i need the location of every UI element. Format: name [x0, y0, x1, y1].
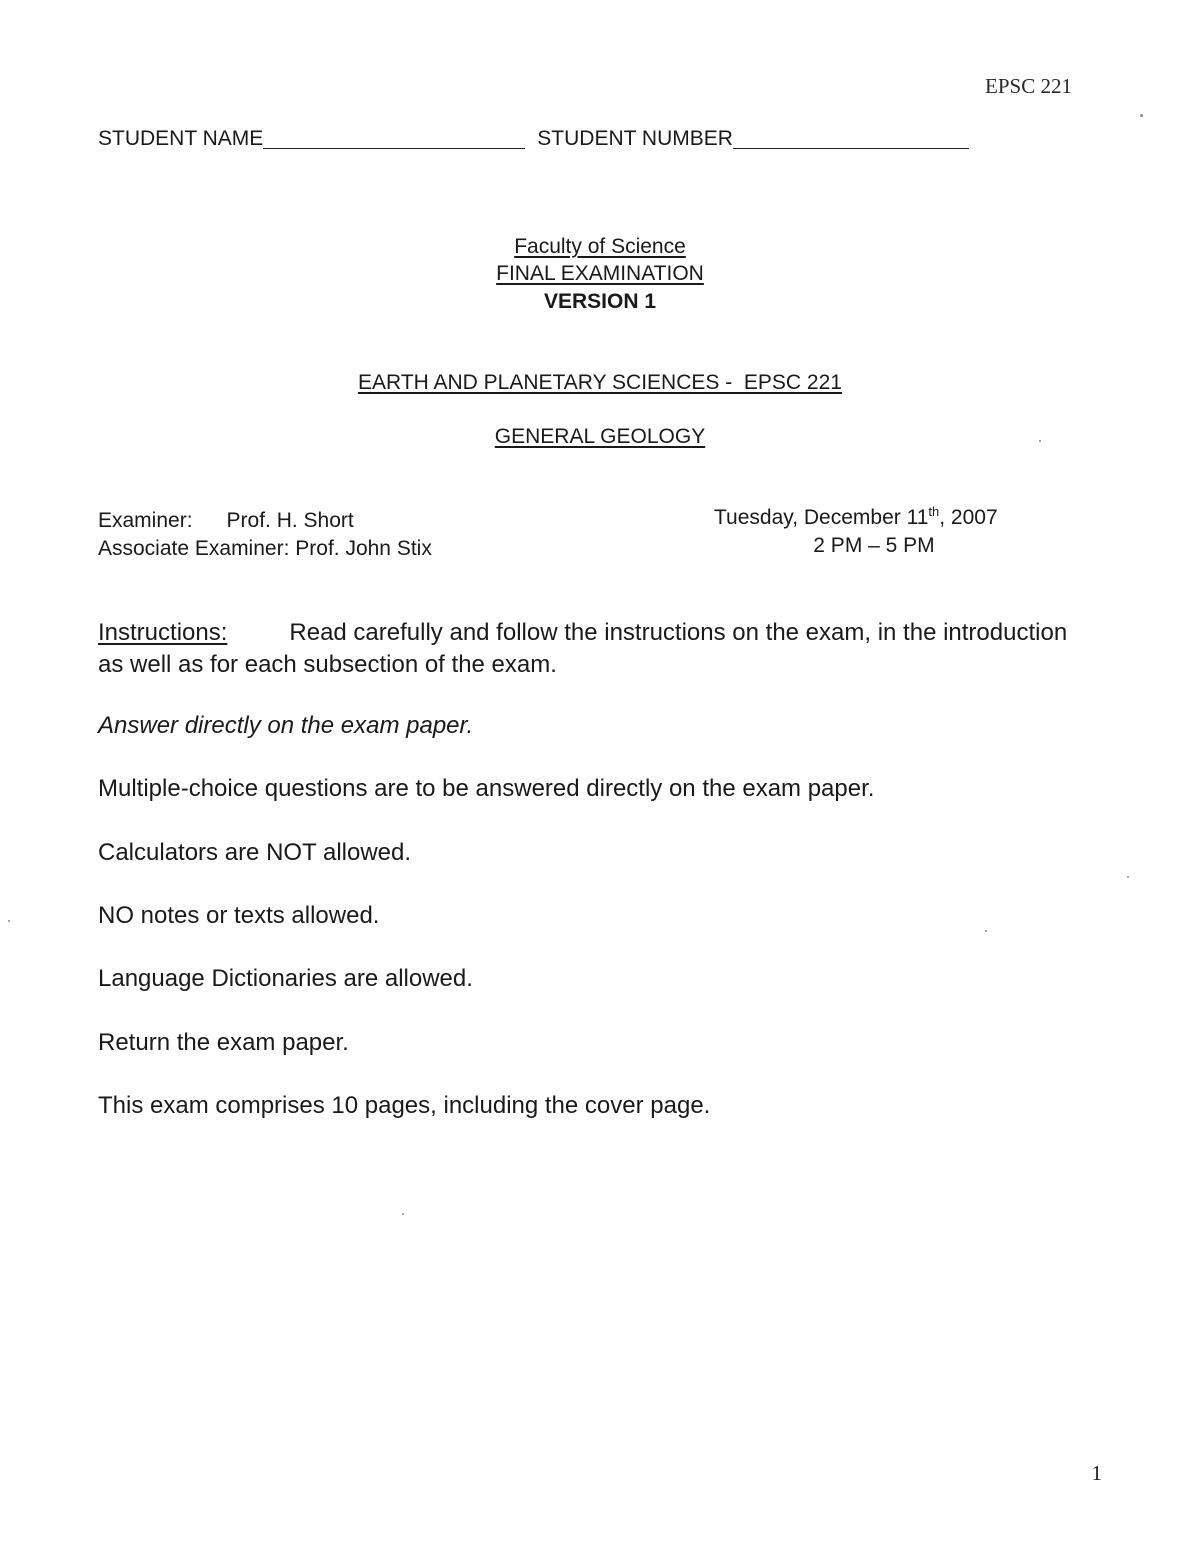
rule-page-count: This exam comprises 10 pages, including the cover page.: [98, 1092, 711, 1119]
instructions-heading: Instructions:: [98, 619, 228, 646]
page-number: 1: [1091, 1461, 1102, 1485]
student-number-field[interactable]: [733, 128, 969, 149]
examiner-row: [98, 507, 432, 535]
schedule-block: [714, 504, 1034, 560]
exam-type-title: FINAL EXAMINATION: [496, 262, 704, 285]
scan-speck: [1127, 876, 1129, 878]
scan-speck: [985, 930, 987, 932]
scan-speck: [1140, 114, 1143, 117]
rule-calculators: Calculators are NOT allowed.: [98, 839, 412, 866]
scan-speck: [402, 1213, 404, 1215]
associate-examiner-label: Associate Examiner:: [98, 537, 290, 560]
student-name-label: STUDENT NAME: [98, 127, 264, 150]
scan-speck: [1039, 440, 1041, 442]
department-title: EARTH AND PLANETARY SCIENCES - EPSC 221: [358, 371, 842, 394]
exam-date-suffix: th: [928, 504, 940, 519]
examiner-name: Prof. H. Short: [226, 509, 354, 532]
exam-date-prefix: Tuesday, December 11: [714, 506, 929, 529]
student-name-field[interactable]: [263, 128, 525, 149]
course-code: EPSC 221: [985, 74, 1072, 98]
instructions-paragraph: [98, 617, 1078, 681]
associate-examiner-row: [98, 535, 432, 563]
exam-date: [714, 504, 1034, 532]
student-number-label: STUDENT NUMBER: [537, 127, 733, 150]
version-title: VERSION 1: [543, 290, 657, 313]
rule-answer-directly: Answer directly on the exam paper.: [98, 712, 474, 739]
associate-examiner-name: Prof. John Stix: [295, 537, 432, 560]
rule-return-paper: Return the exam paper.: [98, 1029, 349, 1056]
exam-date-year: , 2007: [939, 506, 998, 529]
exam-time: 2 PM – 5 PM: [813, 534, 935, 557]
rule-notes: NO notes or texts allowed.: [98, 902, 380, 929]
examiner-label: Examiner:: [98, 509, 193, 532]
examiners-block: [98, 507, 432, 563]
instructions-body: Read carefully and follow the instructions on the exam, in the introduction as well as for each subsection of the exam.: [98, 619, 1068, 678]
rule-dictionaries: Language Dictionaries are allowed.: [98, 965, 473, 992]
scan-speck: [8, 920, 10, 922]
faculty-title: Faculty of Science: [514, 235, 686, 258]
student-info-line: [98, 127, 969, 151]
course-name-title: GENERAL GEOLOGY: [494, 425, 706, 448]
rule-multiple-choice: Multiple-choice questions are to be answered directly on the exam paper.: [98, 775, 875, 802]
